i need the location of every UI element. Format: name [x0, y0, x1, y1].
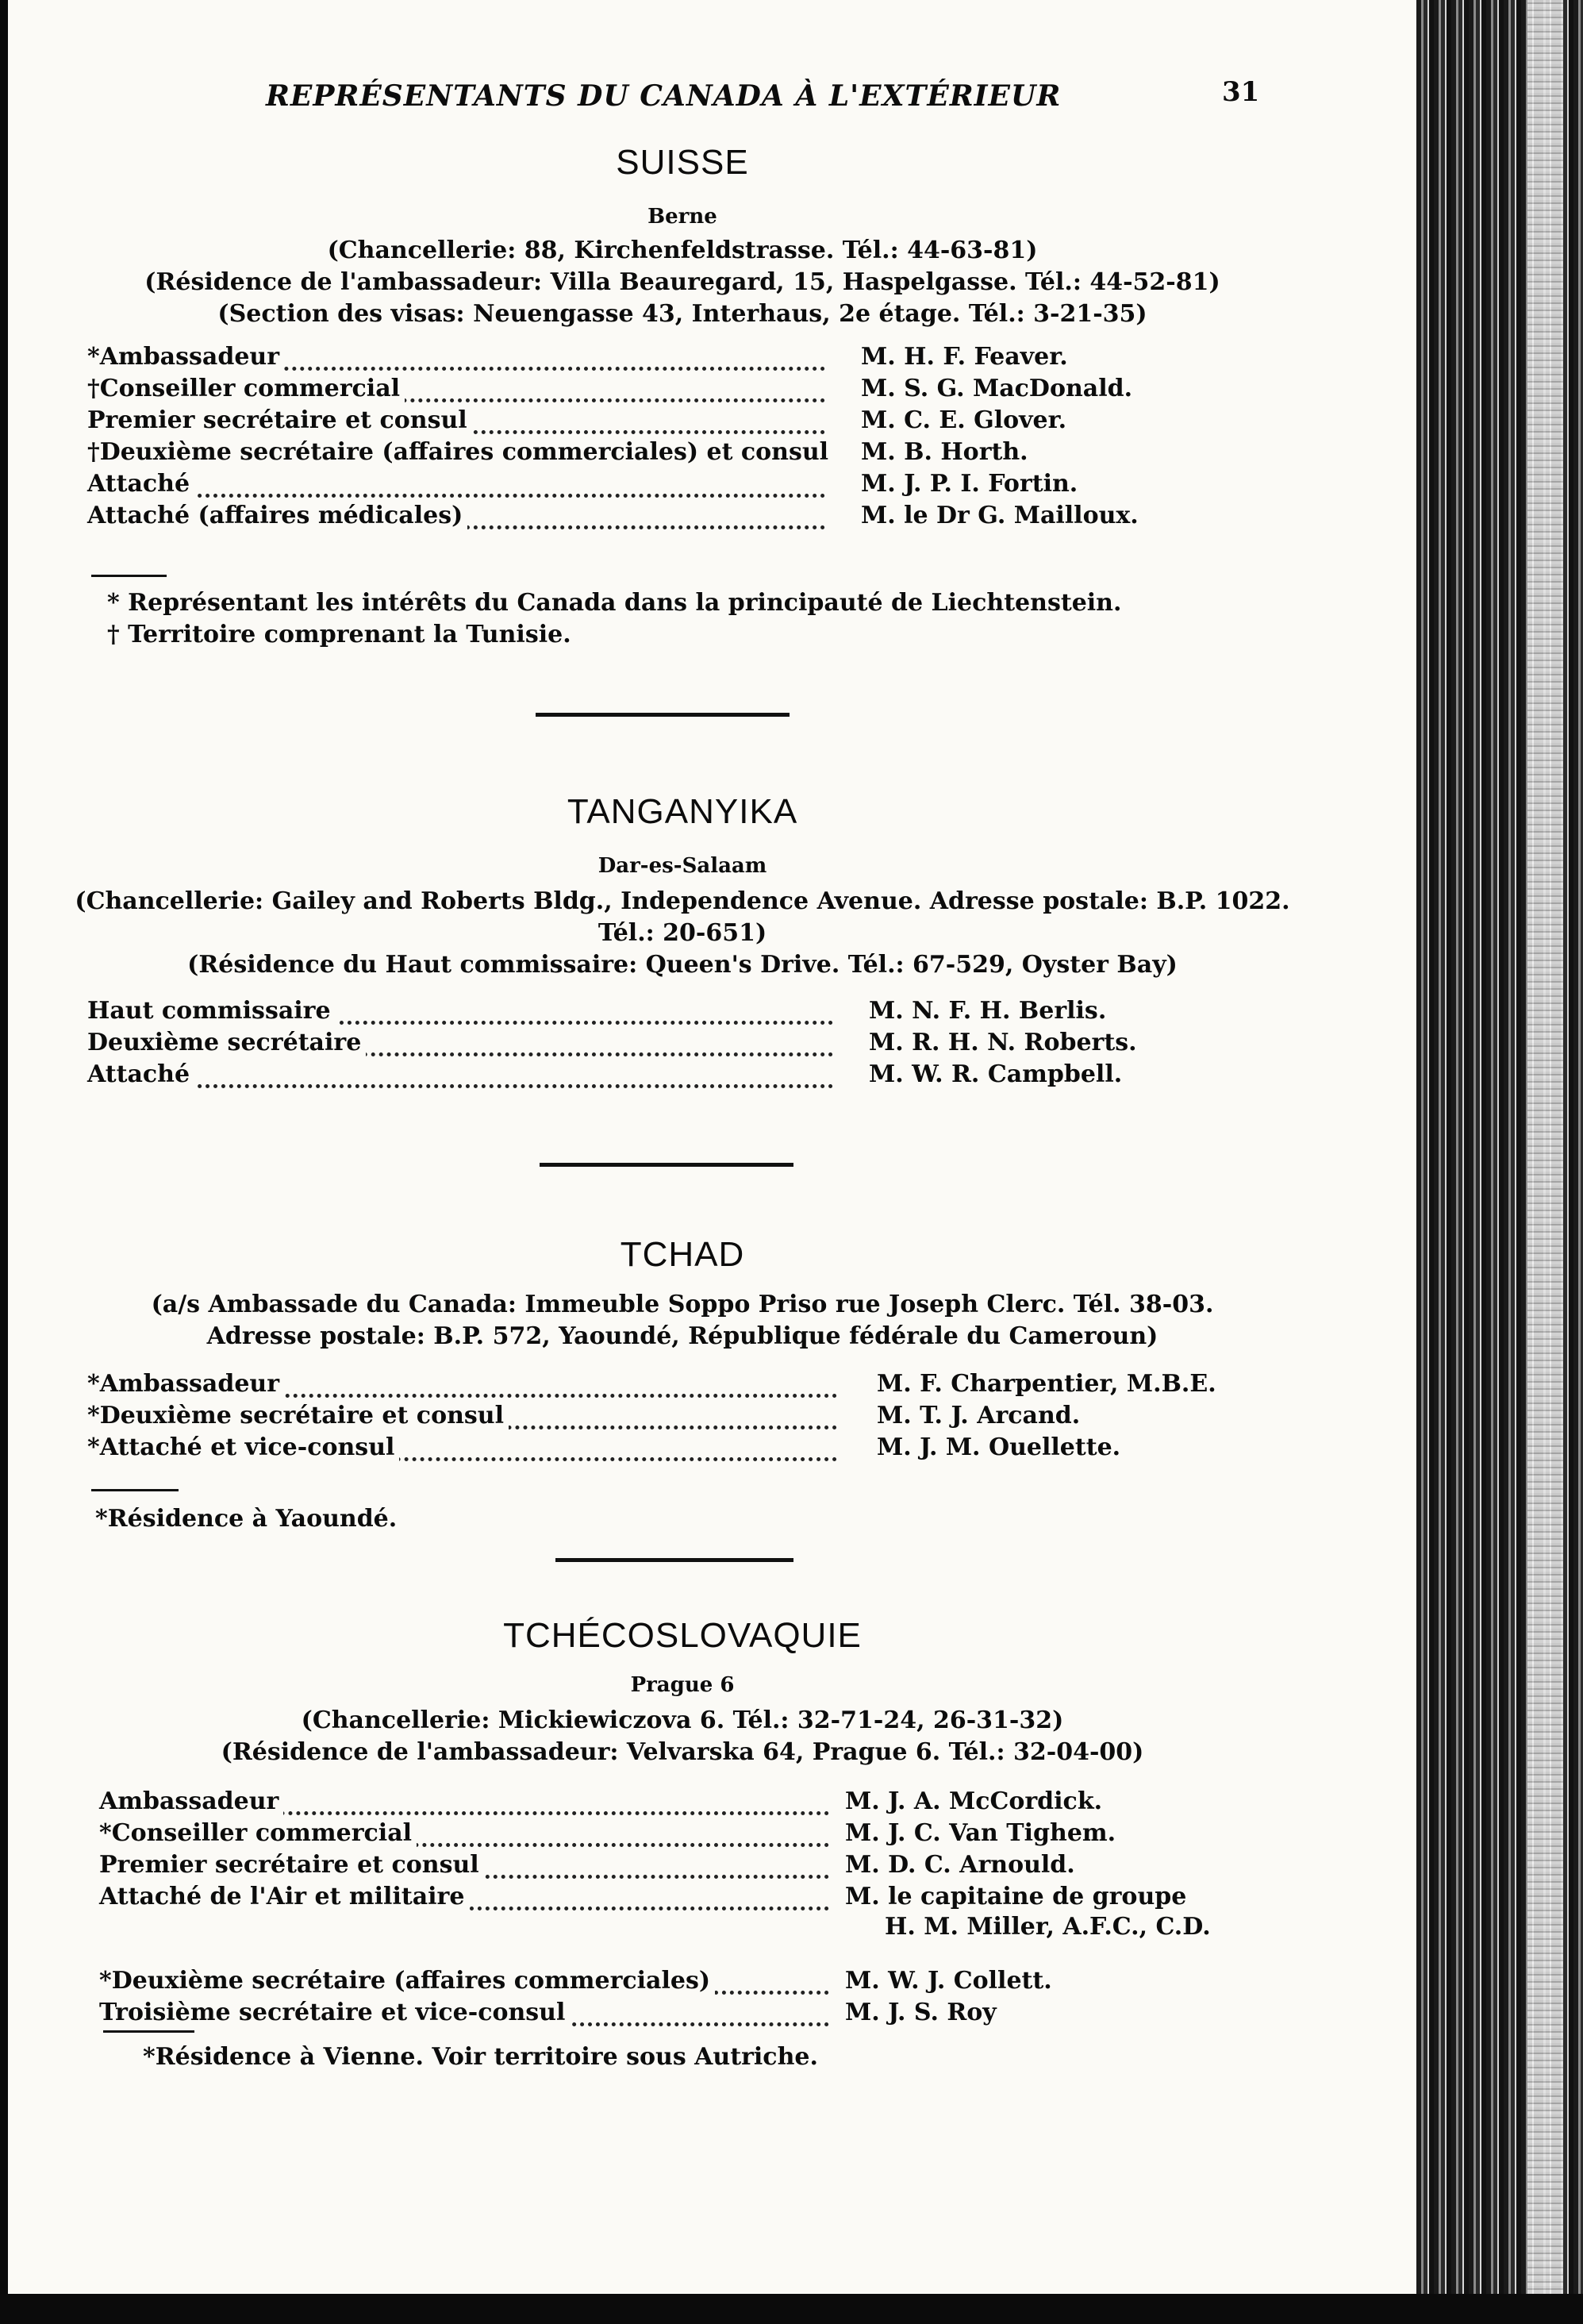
- section-divider: [540, 1163, 793, 1167]
- footnote: * Représentant les intérêts du Canada dans la principauté de Liechtenstein.: [107, 589, 1122, 617]
- scan-bottom-edge: [0, 2294, 1583, 2324]
- staff-role: Attaché de l'Air et militaire: [99, 1883, 469, 1910]
- staff-row: [99, 1967, 1258, 1999]
- staff-role: Haut commissaire: [87, 997, 336, 1025]
- staff-row: [87, 438, 1182, 470]
- staff-role: Premier secrétaire et consul: [87, 406, 472, 434]
- staff-role: Premier secrétaire et consul: [99, 1851, 484, 1879]
- address-line: (Résidence de l'ambassadeur: Villa Beauregard, 15, Haspelgasse. Tél.: 44-52-81): [144, 268, 1220, 296]
- staff-role: Attaché (affaires médicales): [87, 502, 467, 529]
- staff-row: [99, 1819, 1258, 1851]
- section-divider: [536, 713, 790, 717]
- staff-row: [87, 997, 1198, 1029]
- page-number: 31: [1222, 76, 1260, 108]
- staff-row: [87, 502, 1182, 533]
- staff-role: †Conseiller commercial: [87, 375, 405, 402]
- address-line: (Résidence du Haut commissaire: Queen's Drive. Tél.: 67-529, Oyster Bay): [187, 951, 1178, 979]
- section-divider: [555, 1558, 793, 1562]
- staff-name: M. J. C. Van Tighem.: [845, 1819, 1116, 1847]
- staff-role: Deuxième secrétaire: [87, 1029, 366, 1056]
- staff-row: [99, 1851, 1258, 1883]
- staff-name: M. N. F. H. Berlis.: [869, 997, 1107, 1025]
- footnote-rule: [103, 2030, 194, 2033]
- staff-name: M. J. S. Roy: [845, 1999, 997, 2026]
- staff-name: M. J. P. I. Fortin.: [861, 470, 1078, 498]
- staff-name: M. H. F. Feaver.: [861, 343, 1068, 371]
- document-page: [8, 0, 1416, 2324]
- country-heading: SUISSE: [616, 143, 749, 182]
- staff-name: M. J. A. McCordick.: [845, 1787, 1103, 1815]
- staff-row: [87, 406, 1182, 438]
- address-line: Adresse postale: B.P. 572, Yaoundé, République fédérale du Cameroun): [206, 1322, 1158, 1350]
- footnote-rule: [91, 575, 167, 577]
- country-heading: TANGANYIKA: [567, 792, 798, 831]
- staff-row: [87, 343, 1182, 375]
- city-name: Berne: [647, 205, 717, 229]
- staff-role: Attaché: [87, 1060, 194, 1088]
- staff-name: M. le capitaine de groupe: [845, 1883, 1187, 1910]
- staff-role: *Ambassadeur: [87, 1370, 284, 1398]
- staff-name: M. J. M. Ouellette.: [877, 1433, 1121, 1461]
- country-heading: TCHAD: [620, 1235, 745, 1274]
- staff-name: M. W. J. Collett.: [845, 1967, 1052, 1995]
- address-line: (Résidence de l'ambassadeur: Velvarska 64, Prague 6. Tél.: 32-04-00): [221, 1738, 1144, 1766]
- running-title: REPRÉSENTANTS DU CANADA À L'EXTÉRIEUR: [266, 79, 1062, 113]
- staff-name: M. D. C. Arnould.: [845, 1851, 1075, 1879]
- staff-role: *Conseiller commercial: [99, 1819, 417, 1847]
- staff-name: M. S. G. MacDonald.: [861, 375, 1133, 402]
- address-line: Tél.: 20-651): [597, 919, 767, 947]
- address-line: (Section des visas: Neuengasse 43, Interhaus, 2e étage. Tél.: 3-21-35): [217, 300, 1147, 328]
- city-name: Prague 6: [630, 1673, 735, 1697]
- leader-dots: [87, 491, 825, 498]
- staff-role: †Deuxième secrétaire (affaires commerciales) et consul: [87, 438, 833, 466]
- address-line: (Chancellerie: Mickiewiczova 6. Tél.: 32-71-24, 26-31-32): [301, 1706, 1064, 1734]
- scan-left-edge: [0, 0, 8, 2324]
- country-heading: TCHÉCOSLOVAQUIE: [503, 1616, 862, 1655]
- footnote: *Résidence à Vienne. Voir territoire sous Autriche.: [143, 2043, 818, 2071]
- staff-role: *Deuxième secrétaire (affaires commerciales): [99, 1967, 715, 1995]
- staff-role: *Deuxième secrétaire et consul: [87, 1402, 509, 1429]
- staff-name: M. R. H. N. Roberts.: [869, 1029, 1137, 1056]
- staff-role: Attaché: [87, 470, 194, 498]
- staff-name: M. B. Horth.: [861, 438, 1028, 466]
- address-line: (Chancellerie: Gailey and Roberts Bldg., Independence Avenue. Adresse postale: B.P. 1022.: [75, 887, 1290, 915]
- footnote: † Territoire comprenant la Tunisie.: [107, 621, 571, 648]
- address-line: (a/s Ambassade du Canada: Immeuble Soppo Priso rue Joseph Clerc. Tél. 38-03.: [151, 1291, 1214, 1318]
- staff-role: *Ambassadeur: [87, 343, 284, 371]
- staff-role: *Attaché et vice-consul: [87, 1433, 399, 1461]
- leader-dots: [87, 1081, 833, 1088]
- staff-name: M. le Dr G. Mailloux.: [861, 502, 1139, 529]
- book-gutter: [1416, 0, 1583, 2324]
- footnote: *Résidence à Yaoundé.: [95, 1505, 398, 1533]
- staff-row: [87, 1433, 1246, 1465]
- staff-row: [87, 375, 1182, 406]
- staff-row: [87, 1370, 1246, 1402]
- staff-role: Troisième secrétaire et vice-consul: [99, 1999, 570, 2026]
- staff-row: [87, 1060, 1198, 1092]
- staff-name: M. C. E. Glover.: [861, 406, 1067, 434]
- footnote-rule: [91, 1489, 179, 1491]
- staff-row: [87, 1402, 1246, 1433]
- staff-name: M. F. Charpentier, M.B.E.: [877, 1370, 1216, 1398]
- staff-role: Ambassadeur: [99, 1787, 283, 1815]
- address-line: (Chancellerie: 88, Kirchenfeldstrasse. Tél.: 44-63-81): [327, 237, 1038, 264]
- staff-row: [87, 470, 1182, 502]
- staff-row: [99, 1787, 1258, 1819]
- staff-name: M. W. R. Campbell.: [869, 1060, 1123, 1088]
- staff-name: M. T. J. Arcand.: [877, 1402, 1081, 1429]
- city-name: Dar-es-Salaam: [597, 854, 767, 878]
- staff-row: [87, 1029, 1198, 1060]
- staff-name-continued: H. M. Miller, A.F.C., C.D.: [885, 1913, 1211, 1941]
- staff-row: [99, 1883, 1258, 1946]
- staff-row: [99, 1999, 1258, 2030]
